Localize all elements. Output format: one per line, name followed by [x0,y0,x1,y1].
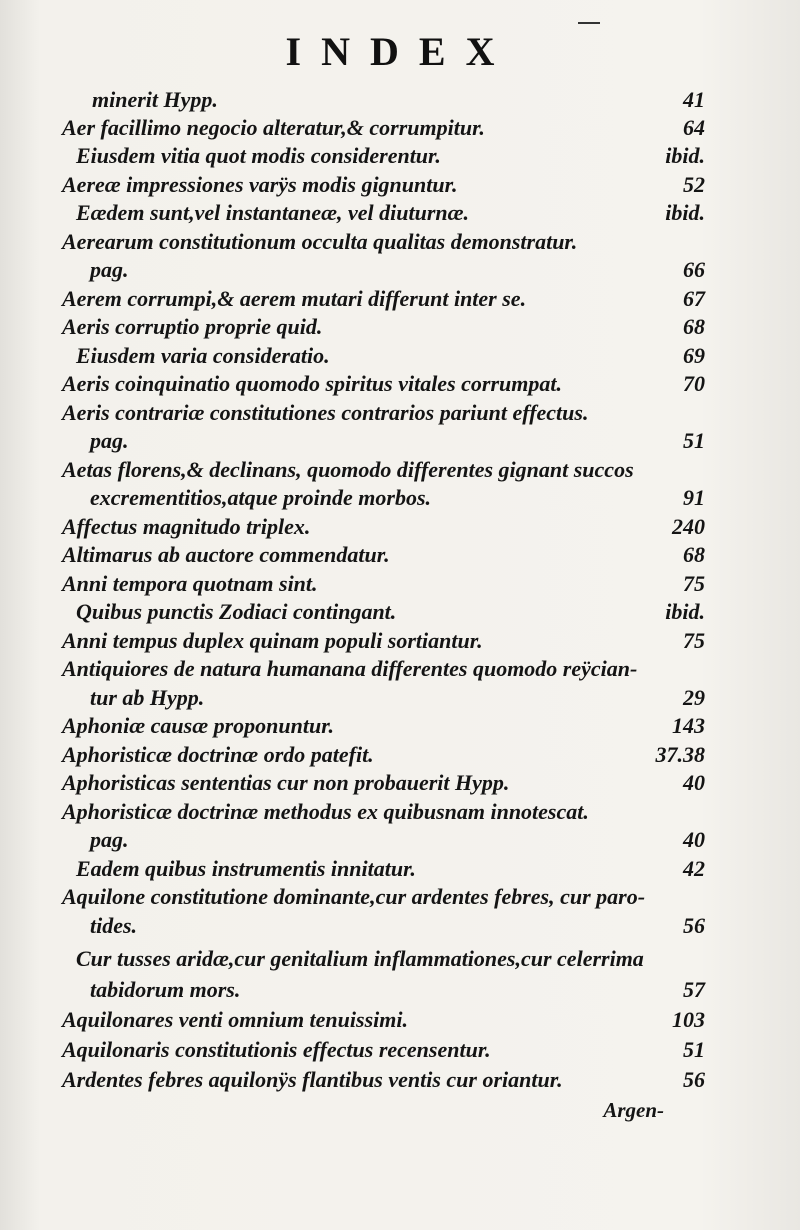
index-entry [0,1036,800,1064]
index-entry [0,1066,800,1094]
entry-page: ibid. [665,143,705,168]
entry-text: pag. [90,827,129,852]
index-entry [0,313,800,341]
entry-text: Aphoniæ causæ proponuntur. [62,713,335,738]
entry-page: 70 [683,371,705,396]
index-entry [0,655,800,683]
entry-text: pag. [90,257,129,282]
entry-text: Aetas florens,& declinans, quomodo differentes gignant succos [62,457,634,482]
index-entry [0,684,800,712]
index-entry [0,798,800,826]
entry-text: Aeris contrariæ constitutiones contrarios pariunt effectus. [62,400,589,425]
entry-text: Aerearum constitutionum occulta qualitas demonstratur. [62,229,578,254]
entry-text: Anni tempora quotnam sint. [62,571,318,596]
entry-page: ibid. [665,599,705,624]
entry-page: 41 [683,87,705,112]
index-entry [0,769,800,797]
index-entry [0,228,800,256]
index-entry [0,912,800,940]
entry-page: 40 [683,770,705,795]
index-entry [0,855,800,883]
index-entry [0,513,800,541]
entry-page: 51 [683,428,705,453]
catchword: Argen- [603,1098,664,1122]
entry-page: 40 [683,827,705,852]
entry-text: Ardentes febres aquilonÿs flantibus ventis cur oriantur. [62,1067,563,1092]
index-entry [0,86,800,114]
entry-text: tabidorum mors. [90,977,241,1002]
entry-page: 75 [683,628,705,653]
index-entry [0,541,800,569]
entry-page: 56 [683,913,705,938]
index-entry [0,484,800,512]
index-entry [0,256,800,284]
entry-text: tur ab Hypp. [90,685,205,710]
entry-page: 103 [672,1007,705,1032]
entry-text: Aphoristicæ doctrinæ methodus ex quibusnam innotescat. [62,799,589,824]
index-entry [0,370,800,398]
index-entry [0,741,800,769]
index-entry [0,427,800,455]
entry-text: minerit Hypp. [92,87,218,112]
entry-page: 56 [683,1067,705,1092]
index-entry [0,1006,800,1034]
entry-text: Aphoristicas sententias cur non probauerit Hypp. [62,770,510,795]
entry-text: Eiusdem varia consideratio. [76,343,330,368]
index-entry [0,142,800,170]
entry-page: 68 [683,314,705,339]
entry-text: Aquilonares venti omnium tenuissimi. [62,1007,408,1032]
entry-text: Quibus punctis Zodiaci contingant. [76,599,397,624]
entry-text: Aquilone constitutione dominante,cur ardentes febres, cur paro- [62,884,646,909]
entry-text: Aeris corruptio proprie quid. [62,314,323,339]
index-entry [0,399,800,427]
entry-page: 75 [683,571,705,596]
entry-page: 64 [683,115,705,140]
index-entry [0,976,800,1004]
entry-page: 91 [683,485,705,510]
entry-page: 69 [683,343,705,368]
entry-page: 57 [683,977,705,1002]
entry-text: Eadem quibus instrumentis innitatur. [76,856,416,881]
index-entry [0,285,800,313]
entry-page: 67 [683,286,705,311]
entry-text: excrementitios,atque proinde morbos. [90,485,431,510]
index-entry [0,342,800,370]
entry-page: 143 [672,713,705,738]
entry-text: Aerem corrumpi,& aerem mutari differunt inter se. [62,286,527,311]
entry-page: 37.38 [655,742,705,767]
index-entry [0,199,800,227]
index-entry [0,627,800,655]
entry-page: 240 [672,514,705,539]
entry-text: Affectus magnitudo triplex. [62,514,311,539]
entry-text: Aeris coinquinatio quomodo spiritus vitales corrumpat. [62,371,562,396]
index-entry [0,826,800,854]
entry-text: tides. [90,913,138,938]
entry-page: 68 [683,542,705,567]
index-entry [0,114,800,142]
entry-page: 42 [683,856,705,881]
index-entry [0,945,800,973]
entry-page: 51 [683,1037,705,1062]
page-title: INDEX [285,29,515,74]
entry-text: Eiusdem vitia quot modis considerentur. [76,143,441,168]
index-entry [0,570,800,598]
index-entry [0,883,800,911]
index-entry [0,712,800,740]
entry-text: Anni tempus duplex quinam populi sortiantur. [62,628,483,653]
entry-page: 29 [683,685,705,710]
entry-text: Aquilonaris constitutionis effectus recensentur. [62,1037,491,1062]
entry-text: Eædem sunt,vel instantaneæ, vel diuturnæ. [76,200,470,225]
entry-text: Altimarus ab auctore commendatur. [62,542,390,567]
index-entry [0,598,800,626]
entry-text: Aphoristicæ doctrinæ ordo patefit. [62,742,374,767]
entry-text: Aereæ impressiones varÿs modis gignuntur. [62,172,458,197]
entry-text: Aer facillimo negocio alteratur,& corrumpitur. [62,115,485,140]
index-entry [0,171,800,199]
entry-text: Antiquiores de natura humanana differentes quomodo reÿcian- [62,656,638,681]
index-entry [0,456,800,484]
entry-text: pag. [90,428,129,453]
entry-page: 66 [683,257,705,282]
entry-page: ibid. [665,200,705,225]
entry-page: 52 [683,172,705,197]
entry-text: Cur tusses aridæ,cur genitalium inflammationes,cur celerrima [76,946,644,971]
